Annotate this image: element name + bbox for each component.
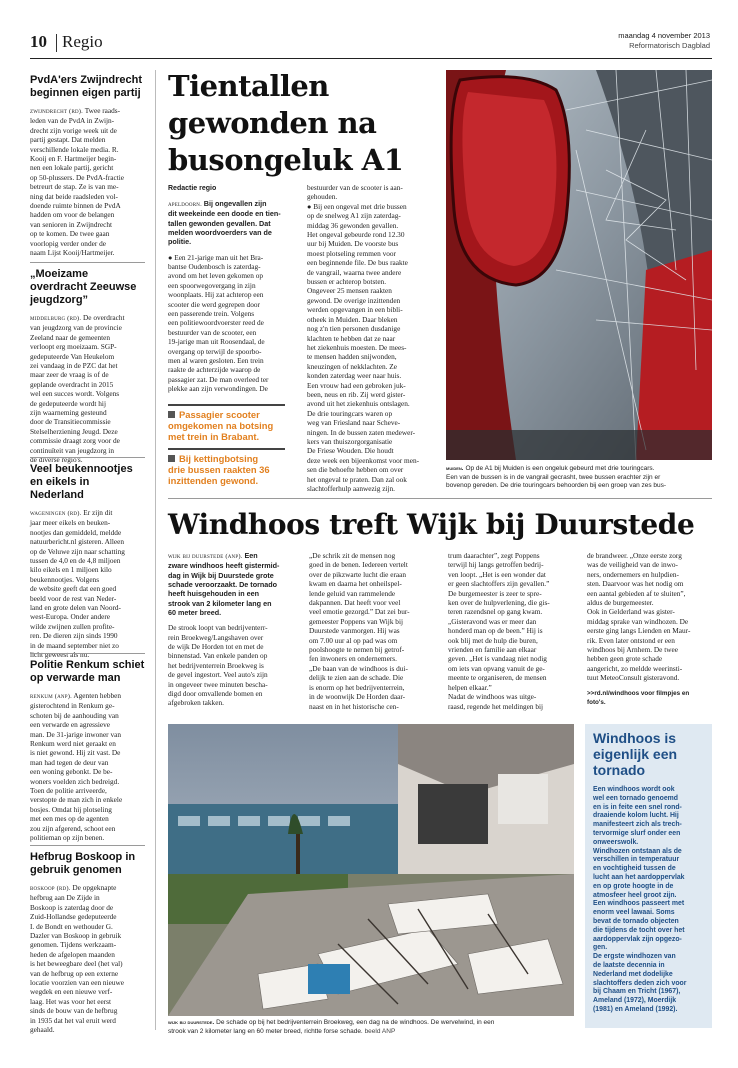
bullet-square-icon xyxy=(168,455,175,462)
bullet-square-icon xyxy=(168,411,175,418)
brief-dateline: boskoop (rd). xyxy=(30,885,71,892)
article1-byline: Redactie regio xyxy=(168,185,217,192)
brief-renkum xyxy=(30,659,145,843)
sidebar-divider xyxy=(30,653,145,654)
storm-damage-photo xyxy=(168,724,574,1016)
section-name: Regio xyxy=(62,32,103,51)
brief-dateline: renkum (anp). xyxy=(30,693,72,700)
brief-zwijndrecht xyxy=(30,74,145,258)
header-rule xyxy=(30,58,712,59)
infobox-body: Een windhoos wordt ook wel een tornado genoemd en is in feite een snel rond- draaiende kolom lucht. Hij manifesteert zich als trech- tervormige slurf onder een onweerswolk. Windhozen ontstaan als de verschillen in temperatuur en vochtigheid tussen de lucht aan het aardoppervlak en op grote hoogte in de atmosfeer heel groot zijn. Een windhoos passeert met enorm veel lawaai. Soms bevat de tornado objecten die tijdens de tocht over het aardoppervlak zijn opgezo- gen. De ergste windhozen van de laatste decennia in Nederland met dodelijke slachtoffers deden zich voor bij Chaam en Tricht (1967), Ameland (1972), Moerdijk (1981) en Ameland (1992). xyxy=(593,786,687,1013)
dateline: wijk bij duurstede (anp). xyxy=(168,553,243,560)
brief-dateline: wageningen (rd). xyxy=(30,510,82,517)
storm-photo-illustration xyxy=(168,724,574,1016)
brief-body: renkum (anp). Agenten hebben gisterochtend in Renkum ge- schoten bij de aanhouding van een verwarde en agressieve man. De 31-jarige inwoner van Renkum werd niet geraakt en is niet gewond. Hij zit vast. De man had tegen de deur van een woning gebonkt. De be- woners voelden zich bedreigd. Toen de politie arriveerde, verstopte de man zich in enkele bosjes. Omdat hij plotseling met een mes op de agenten zou zijn afgerend, schoot een politieman op zijn benen. xyxy=(30,691,123,843)
brief-body: boskoop (rd). De opgeknapte hefbrug aan De Zijde in Boskoop is zaterdag door de Zuid-Hollandse gedeputeerde I. de Bondt en wethouder G. Dazler van Boskoop in gebruik genomen. Tijdens werkzaam- heden de afgelopen maanden is het beweegbare deel (het val) van de hefbrug op een externe locatie voorzien van een nieuwe wegdek en een nieuwe verf- laag. Het was voor het eerst sinds de bouw van de hefbrug in 1935 dat het val eruit werd gehaald. xyxy=(30,883,125,1035)
article2-headline: Windhoos treft Wijk bij Duurstede xyxy=(168,508,695,541)
brief-headline: Veel beukennootjes en eikels in Nederland xyxy=(30,463,133,501)
brief-headline: Politie Renkum schiet op verwarde man xyxy=(30,659,145,684)
page-number: 10 xyxy=(30,32,47,51)
brief-body: wageningen (rd). Er zijn dit jaar meer eikels en beuken- nootjes dan gemiddeld, meldde natuurbericht.nl gisteren. Alleen op de Veluwe zijn naar schatting tussen de 4,0 en de 4,8 miljoen kilo eikels en 1 miljoen kilo beukennootjes. Volgens de website geeft dat een goed beeld voor de rest van Neder- land en grote delen van Noord- west-Europa. Onder andere wilde zwijnen zullen profite- ren. De dieren zijn sinds 1990 in de maand september niet zo licht geweest als nu. xyxy=(30,508,125,660)
pull-quote-1: Passagier scooter omgekomen na botsing met trein in Brabant. xyxy=(168,409,274,443)
page-header xyxy=(30,28,710,56)
sidebar-divider xyxy=(30,457,145,458)
caption-place: wijk bij duurstede. xyxy=(168,1020,215,1026)
brief-beukennootjes xyxy=(30,463,145,660)
article2-col1: wijk bij duurstede (anp). Een zware windhoos heeft gistermid- dag in Wijk bij Duurstede grote schade veroorzaakt. De tornado heeft huisgehouden in een strook van 2 kilometer lang en 60 meter breed. De strook loopt van bedrijventerr- rein Broekweg/Langshaven over de wijk De Horden tot en met de binnenstad. Van enkele panden op het bedrijventerrein Broekweg is de gevel ingestort. Veel auto's zijn in ongeveer twee minuten bescha- digd door omvallende bomen en afgebroken takken. xyxy=(168,551,280,708)
brief-headline: „Moeizame overdracht Zeeuwse jeugdzorg” xyxy=(30,268,137,306)
article2-col4: de brandweer. „Onze eerste zorg was de veiligheid van de inwo- ners, ondernemers en hulpdien- sten. Daarvoor was het nodig om een aantal gebieden af te sluiten”, aldus de burgemeester. Ook in Gelderland was gister- middag sprake van windhozen. De eerste ging langs Lienden en Maur- rik. Even later ontstond er een windhoos bij Arnhem. De twee hebben geen grote schade aangericht, zo meldde weerinsti- tuut MeteoConsult gisteravond. >>rd.nl/windhoos voor filmpjes en foto's. xyxy=(587,551,712,708)
tornado-infobox xyxy=(585,724,712,1028)
brief-headline: Hefbrug Boskoop in gebruik genomen xyxy=(30,851,136,876)
pull-quote-2: Bij kettingbotsing drie bussen raakten 36 inzittenden gewond. xyxy=(168,453,270,487)
paper-name: Reformatorisch Dagblad xyxy=(629,41,710,50)
brief-body: zwijndrecht (rd). Twee raads- leden van de PvdA in Zwijn- drecht zijn vorige week uit de partij gestapt. Dat melden verschillende lokale media. R. Kooij en F. Hartmeijer begin- nen een lokale partij, gericht op 50-plussers. De PvdA-fractie betreurt de stap. Ze is van me- ning dat beide raadsleden vol- doende ruimte binnen de PvdA hadden om voor de belangen van senioren in Zwijndrecht op te komen. De twee gaan voorlopig verder onder de naam Lijst Kooij/Hartmeijer. xyxy=(30,106,125,258)
brief-headline: PvdA'ers Zwijndrecht beginnen eigen partij xyxy=(30,74,143,99)
brief-boskoop xyxy=(30,851,145,1035)
storm-photo-caption: wijk bij duurstede. De schade op bij het bedrijventerrein Broekweg, een dag na de windhoos. De wervelwind, in een strook van 2 kilometer lang en 60 meter breed, richtte forse schade. beeld ANP xyxy=(168,1019,495,1035)
sidebar-divider xyxy=(30,262,145,263)
article-divider xyxy=(168,498,712,499)
quote-rule xyxy=(168,448,285,450)
column-rule xyxy=(155,70,156,1030)
article1-col1: apeldoorn. Bij ongevallen zijn dit weekeinde een doode en tien- tallen gewonden gevallen. Dat melden woordvoerders van de politie. ● Een 21-jarige man uit het Bra- bantse Oudenbosch is zaterdag- avond om het leven gekomen op een spoorwegovergang in zijn woonplaats. Hij zat achterop een scooter die werd gegrepen door een passerende trein. Volgens een politiewoordvoerster reed de bestuurder van de scooter, een 19-jarige man uit Roosendaal, de overgang op terwijl de spoorbo- men al waren gesloten. Een trein raakte de achterzijde waarop de passagier zat. De man overleed ter plekke aan zijn verwondingen. De xyxy=(168,199,281,394)
article2-col2: „De schrik zit de mensen nog goed in de benen. Iedereen vertelt over de pikzwarte lucht die eraan kwam en daarna het onheilspel- lende geluid van rammelende dakpannen. Dat heeft voor veel veel emotie gezorgd.” Dat zei bur- gemeester Poppens van Wijk bij Duurstede vanmorgen. Hij was om 7.00 uur al op pad was om poolshoogte te nemen bij getrof- fen inwoners en ondernemers. „De baan van de windhoos is dui- delijk te zien aan de schade. Die is enorm op het bedrijventerrein, in de woonwijk De Horden daar- naast en in het historische cen- xyxy=(309,551,410,711)
brief-dateline: middelburg (rd). xyxy=(30,315,82,322)
article2-col3: trum daarachter”, zegt Poppens terwijl hij langs getroffen bedrij- ven loopt. „Het is een wonder dat er geen slachtoffers zijn gevallen.” De burgemeester is zeer te spre- ken over de hulpverlening, die gis- teren razendsnel op gang kwam. „Gisteravond was er meer dan honderd man op de been.” Hij is ook blij met de hulp die buren, vrienden en familie aan elkaar geven. „Het is vandaag niet nodig om iets van opvang vanuit de ge- meente te organiseren, de mensen helpen elkaar.” Nadat de windhoos was uitge- raasd, regende het meldingen bij xyxy=(448,551,550,711)
bus-crash-photo xyxy=(446,70,712,460)
bus-photo-illustration xyxy=(446,70,712,460)
article1-headline xyxy=(168,68,438,179)
article1-col2: bestuurder van de scooter is aan- gehouden. ● Bij een ongeval met drie bussen op de snelweg A1 zijn zaterdag- middag 36 gewonden gevallen. Het ongeval gebeurde rond 12.30 uur bij Muiden. De voorste bus moest plotseling remmen voor een beginnende file. De bus raakte de vangrail, waarna twee andere bussen er achterop botsten. Ongeveer 25 mensen raakten gewond. De overige inzittenden werden opgevangen in een bibli- otheek in Muiden. Daar bleken nog z'n tien personen dusdanige klachten te hebben dat ze naar het ziekenhuis moesten. De mees- te mensen hadden snijwonden, kneuzingen of nekklachten. Ze konden zaterdag weer naar huis. Een vrouw had een gebroken juk- been, neus en rib. Zij werd gister- avond uit het ziekenhuis ontslagen. De drie touringcars waren op weg van Friesland naar Scheve- ningen. In de bussen zaten medewer- kers van thuiszorgorganisatie De Friese Wouden. Die houdt deze week een bijeenkomst voor men- sen die behoefte hebben om over het ongeval te praten. Dan zal ook slachtofferhulp aanwezig zijn. xyxy=(307,183,420,493)
caption-place: muiden. xyxy=(446,466,464,472)
headline-line: Tientallen xyxy=(168,69,329,103)
bus-photo-caption: muiden. Op de A1 bij Muiden is een ongeluk gebeurd met drie touringcars. Een van de bussen is in de vangrail gecrasht, twee bussen erachter zijn er bovenop gereden. De drie touringcars behoorden bij een groep van zes bus- xyxy=(446,465,667,490)
headline-line: busongeluk A1 xyxy=(168,143,404,177)
infobox-title: Windhoos is eigenlijk een tornado xyxy=(593,730,678,778)
dateline: apeldoorn. xyxy=(168,201,202,208)
brief-jeugdzorg xyxy=(30,268,145,465)
website-link-cont[interactable]: foto's. xyxy=(587,699,606,707)
headline-line: gewonden na xyxy=(168,106,377,140)
quote-rule xyxy=(168,404,285,406)
issue-date: maandag 4 november 2013 xyxy=(618,31,710,40)
sidebar-divider xyxy=(30,845,145,846)
brief-dateline: zwijndrecht (rd). xyxy=(30,108,84,115)
news-sidebar xyxy=(30,74,145,258)
brief-body: middelburg (rd). De overdracht van jeugdzorg van de provincie Zeeland naar de gemeenten verloopt erg moeizaam. SGP- gedeputeerde Van Heukelom zei vandaag in de PZC dat het maar zeer de vraag is of de geplande overdracht in 2015 wel een succes wordt. Volgens de gedeputeerde wordt hij zijn waarneming gesteund door de Transitiecommissie Stelselherziening Jeugd. Deze commissie draagt zorg voor de continuïteit van jeugdzorg in de diverse regio's. xyxy=(30,313,125,465)
photo-credit: beeld ANP xyxy=(364,1027,396,1035)
header-divider xyxy=(56,34,57,52)
website-link[interactable]: >>rd.nl/windhoos voor filmpjes en xyxy=(587,689,690,697)
